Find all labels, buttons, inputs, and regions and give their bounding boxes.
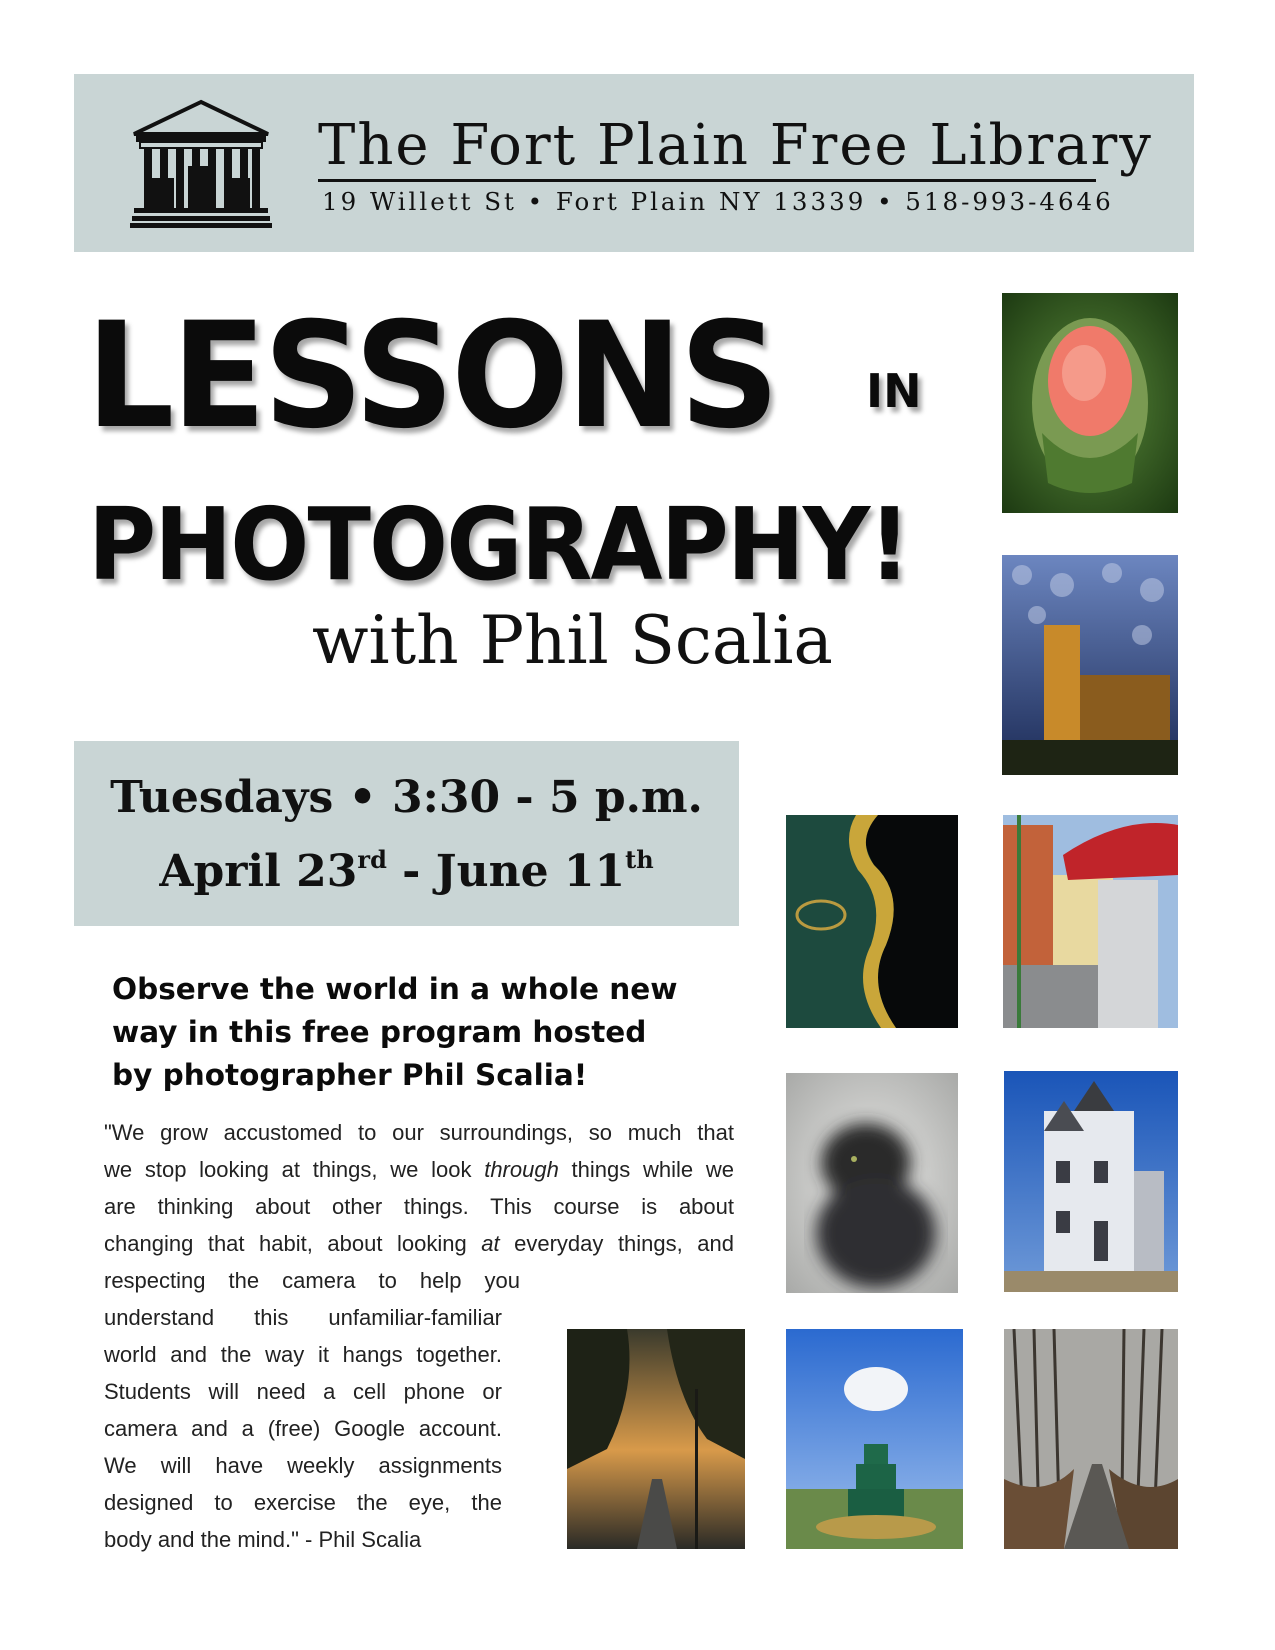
quote-text: everyday things, and — [499, 1231, 734, 1256]
photo-church-tower — [1002, 555, 1178, 775]
photo-green-fountain — [786, 1329, 963, 1549]
quote-line: understand this unfamiliar-familiar — [104, 1305, 502, 1330]
quote-line: "We grow accustomed to our surroundings, so much that — [104, 1120, 734, 1145]
library-name-underline — [318, 179, 1096, 182]
quote-emphasis: at — [481, 1231, 500, 1256]
tagline-line: way in this free program hosted — [112, 1015, 647, 1049]
quote-line: are thinking about other things. This course is about — [104, 1194, 734, 1219]
quote-line: camera and a (free) Google account. — [104, 1416, 502, 1441]
schedule-dates — [74, 845, 739, 897]
title-photography: PHOTOGRAPHY! — [88, 486, 909, 603]
photo-foggy-forest-road — [1004, 1329, 1178, 1549]
title-in: IN — [866, 364, 922, 418]
quote-line: designed to exercise the eye, the — [104, 1490, 502, 1515]
photo-blurry-cat — [786, 1073, 958, 1293]
quote-line: respecting the camera to help you — [104, 1268, 520, 1293]
quote-text: we stop looking at things, we look — [104, 1157, 485, 1182]
quote-text: things while we — [558, 1157, 734, 1182]
tagline — [112, 968, 752, 1097]
quote-line — [104, 1157, 734, 1183]
end-date: June 11 — [435, 846, 626, 897]
photo-red-awning — [1003, 815, 1178, 1028]
schedule-days-time: Tuesdays • 3:30 - 5 p.m. — [110, 772, 703, 823]
quote-line: world and the way it hangs together. — [104, 1342, 502, 1367]
library-building-icon — [130, 98, 272, 228]
quote-emphasis: through — [484, 1157, 559, 1182]
quote-line: We will have weekly assignments — [104, 1453, 502, 1478]
quote-line: Students will need a cell phone or — [104, 1379, 502, 1404]
tagline-line: by photographer Phil Scalia! — [112, 1058, 588, 1092]
quote-line: body and the mind." - Phil Scalia — [104, 1527, 422, 1552]
library-address: 19 Willett St • Fort Plain NY 13339 • 518-993-4646 — [322, 187, 1114, 216]
photo-puddle-reflection — [786, 815, 958, 1028]
photo-poppy-bud — [1002, 293, 1178, 513]
library-name: The Fort Plain Free Library — [318, 113, 1153, 178]
start-date-suffix: rd — [357, 845, 387, 874]
quote-line — [104, 1231, 734, 1257]
end-date-suffix: th — [625, 845, 654, 874]
quote-text: changing that habit, about looking — [104, 1231, 482, 1256]
instructor-subtitle: with Phil Scalia — [312, 602, 833, 679]
start-date: April 23 — [159, 846, 358, 897]
tagline-line: Observe the world in a whole new — [112, 972, 678, 1006]
photo-victorian-house — [1004, 1071, 1178, 1292]
photo-foggy-street-sunrise — [567, 1329, 745, 1549]
schedule-box — [74, 741, 739, 926]
date-separator: - — [386, 846, 436, 897]
title-lessons: LESSONS — [86, 291, 777, 461]
